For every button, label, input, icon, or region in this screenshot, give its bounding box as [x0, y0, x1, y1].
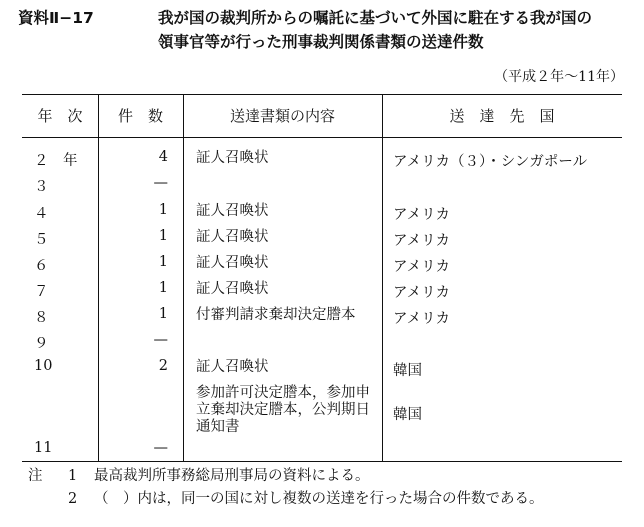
document-title [18, 6, 628, 54]
row-count: 1 [158, 254, 168, 270]
title-number: 資料Ⅱ−17 [18, 9, 94, 27]
note-item [28, 465, 544, 488]
table-bottom-rule [22, 461, 622, 462]
row-content: 証人召喚状 [196, 150, 269, 166]
row-year: ７ [34, 284, 49, 300]
table-header-rule [22, 137, 622, 138]
header-year: 年 次 [37, 107, 83, 125]
row-country: アメリカ [393, 311, 450, 327]
row-country: アメリカ [393, 259, 450, 275]
header-count: 件 数 [117, 107, 163, 125]
row-content: 証人召喚状 [196, 255, 269, 271]
row-count: 1 [158, 280, 168, 296]
period-label: （平成２年〜11年） [494, 69, 624, 85]
row-count: 1 [158, 228, 168, 244]
row-content: 証人召喚状 [196, 359, 269, 375]
column-divider [382, 95, 383, 461]
row-country: アメリカ [393, 233, 450, 249]
row-count: — [153, 440, 168, 456]
note-item [28, 488, 544, 511]
row-country: 韓国 [393, 407, 422, 423]
row-year: ４ [34, 206, 49, 222]
row-year: 11 [34, 440, 53, 456]
row-count: 1 [158, 202, 168, 218]
row-year: 10 [34, 358, 53, 374]
row-count: 1 [158, 306, 168, 322]
row-content: 付審判請求棄却決定謄本 [196, 307, 356, 323]
title-line-2: 領事官等が行った刑事裁判関係書類の送達件数 [158, 33, 484, 51]
row-country: 韓国 [393, 363, 422, 379]
row-year: ３ [34, 179, 49, 195]
row-country: アメリカ [393, 285, 450, 301]
row-count: — [153, 175, 168, 191]
row-content: 証人召喚状 [196, 229, 269, 245]
row-year: ８ [34, 310, 49, 326]
title-line-1: 我が国の裁判所からの嘱託に基づいて外国に駐在する我が国の [158, 9, 593, 27]
note-number: 2 [68, 491, 78, 507]
row-year: ６ [34, 258, 49, 274]
row-year: ９ [34, 336, 49, 352]
row-count: — [153, 332, 168, 348]
note-number: 1 [68, 468, 78, 484]
row-count: 2 [158, 358, 168, 374]
row-content: 証人召喚状 [196, 281, 269, 297]
row-count: 4 [158, 149, 168, 165]
row-content: 証人召喚状 [196, 203, 269, 219]
note-text: 最高裁判所事務総局刑事局の資料による。 [94, 468, 370, 484]
row-content: 参加許可決定謄本，参加申立棄却決定謄本，公判期日通知書 [196, 385, 370, 435]
row-year: ５ [34, 232, 49, 248]
header-content: 送達書類の内容 [229, 107, 335, 125]
row-year: ２ 年 [34, 153, 78, 169]
note-text: （ ）内は，同一の国に対し複数の送達を行った場合の件数である。 [94, 491, 544, 507]
row-country: アメリカ（３）・シンガポール [393, 154, 588, 170]
header-country: 送 達 先 国 [449, 107, 555, 125]
note-key: 注 [28, 468, 43, 484]
column-divider [98, 95, 99, 461]
column-divider [183, 95, 184, 461]
notes [28, 465, 544, 511]
row-country: アメリカ [393, 207, 450, 223]
